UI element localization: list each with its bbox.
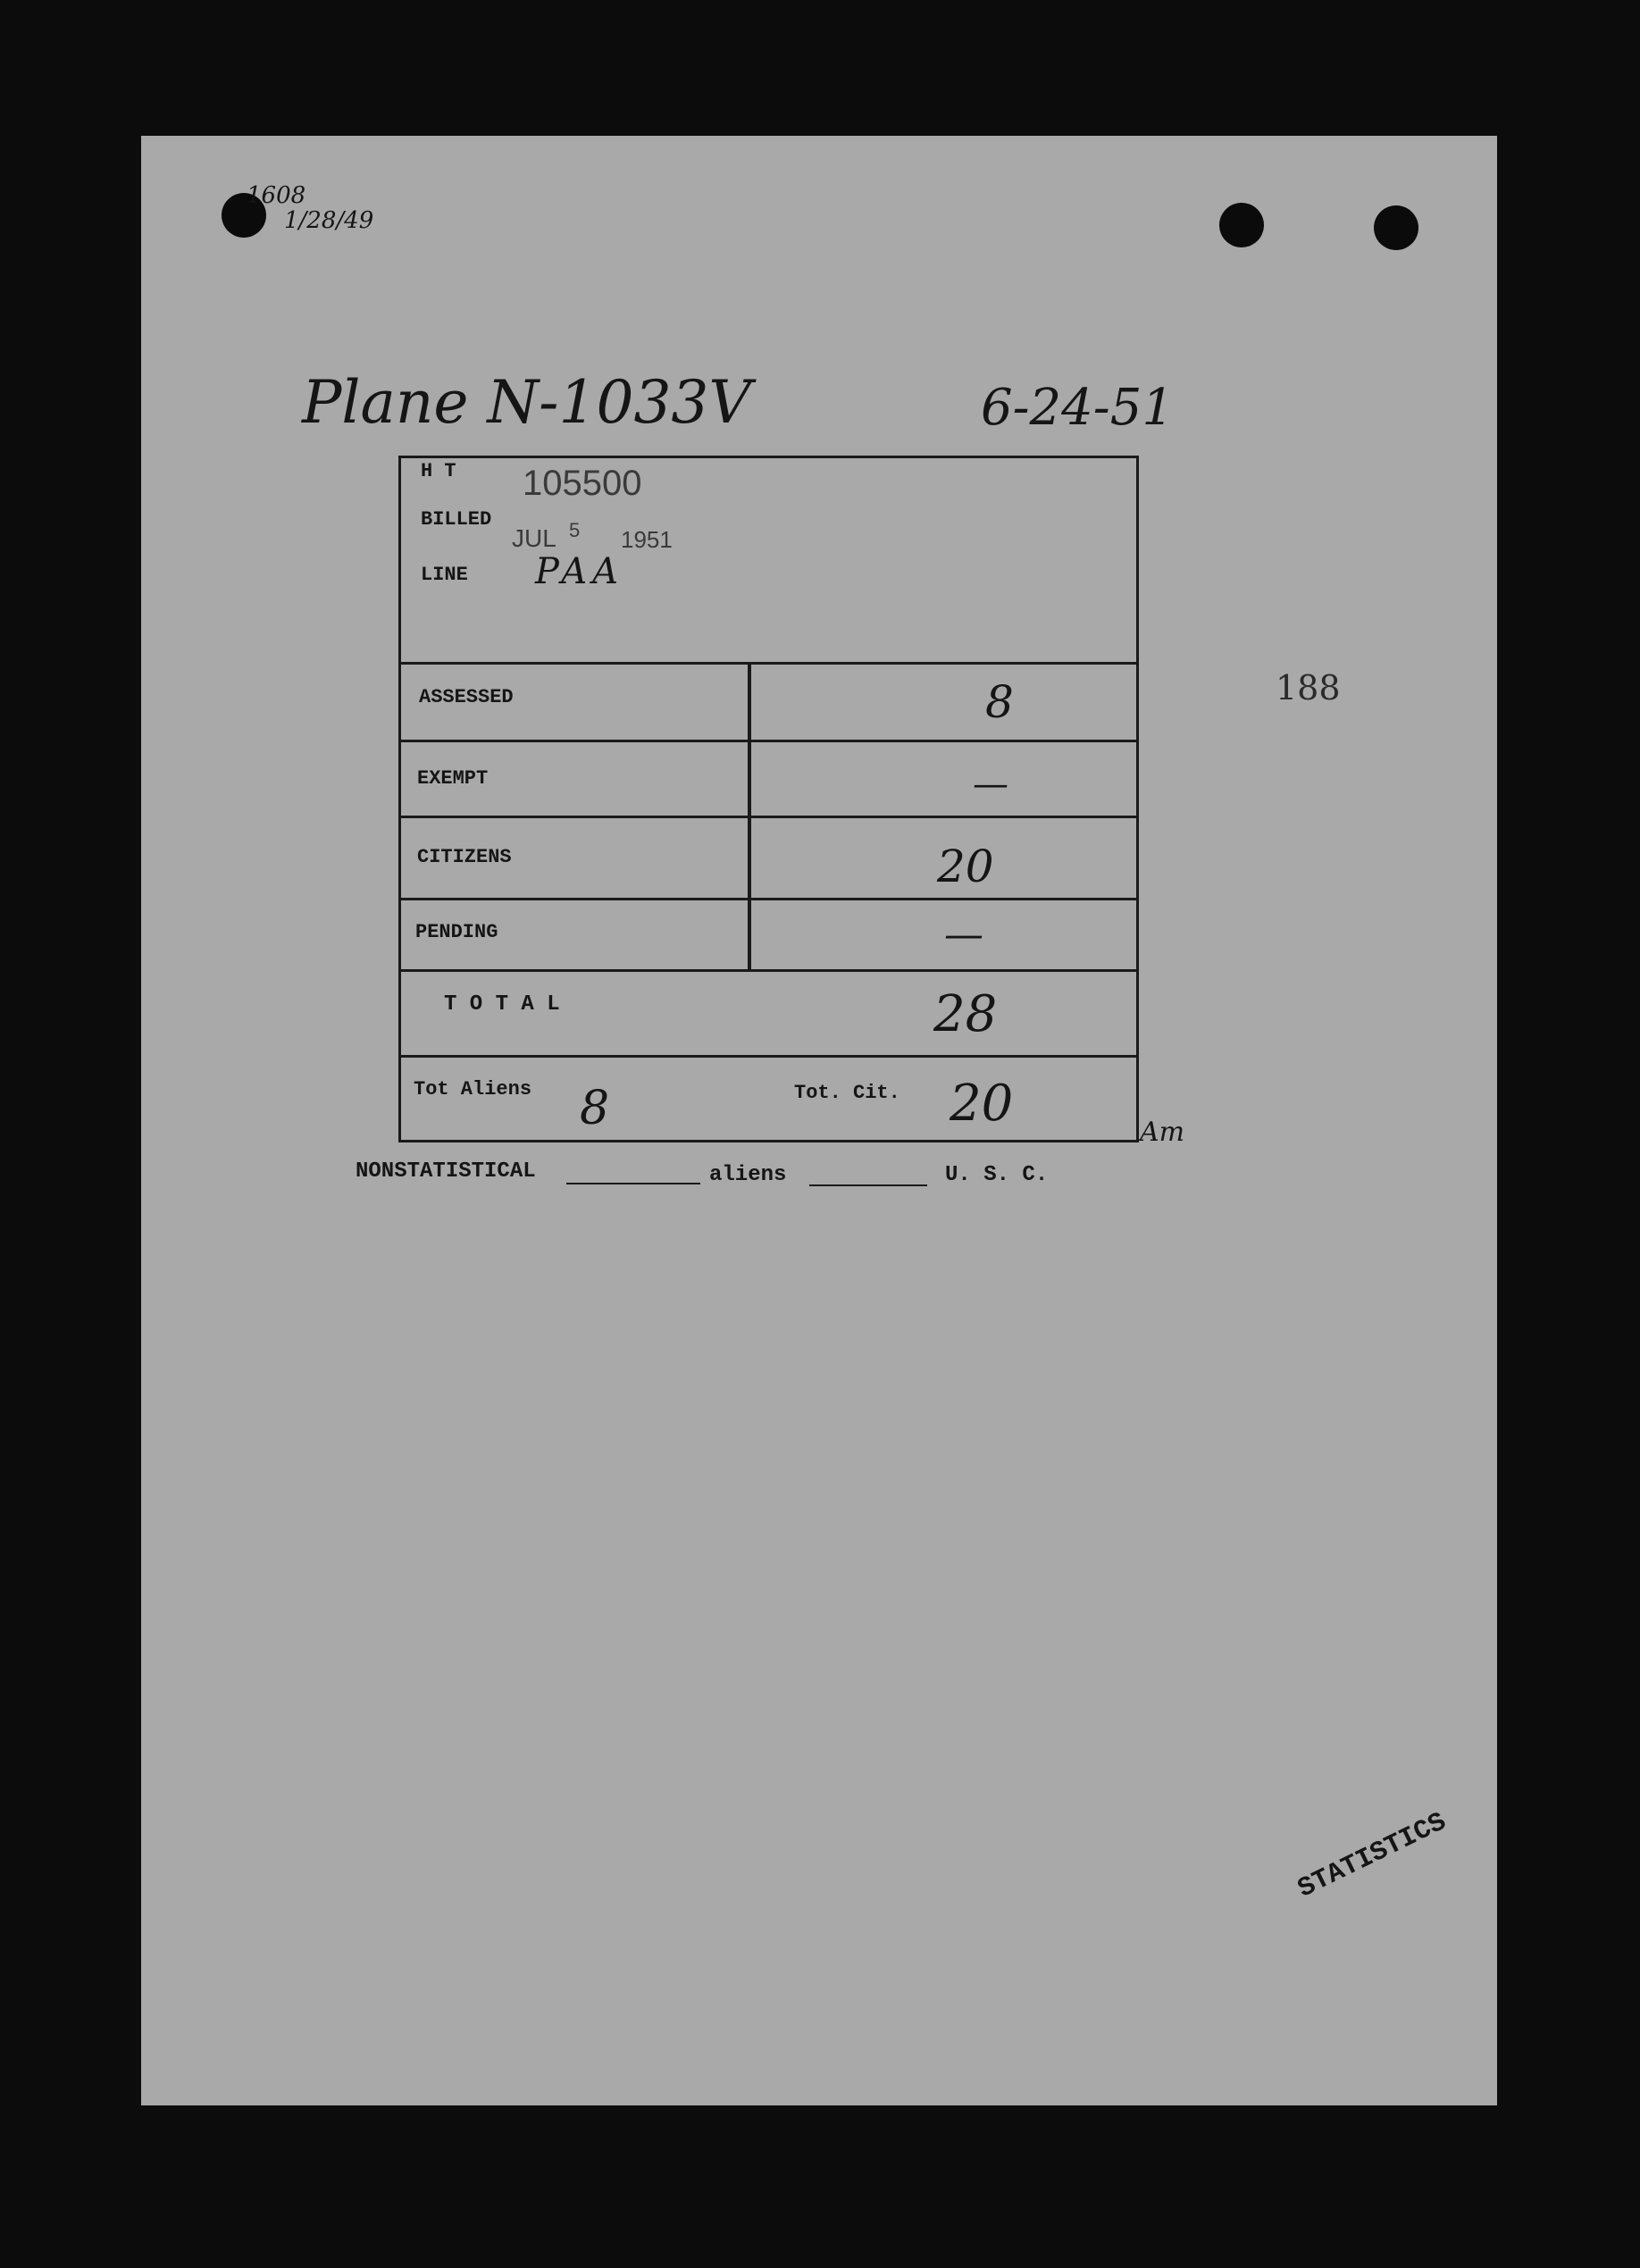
pending-value: — [944,912,983,958]
billed-year: 1951 [621,526,673,553]
billed-day: 5 [569,519,581,541]
rule-4 [401,969,1136,972]
citizens-value: 20 [937,841,994,892]
exempt-label: EXEMPT [417,767,489,790]
tot-aliens-label: Tot Aliens [414,1078,532,1101]
ht-label: H T [421,460,456,482]
total-value: 28 [933,985,998,1043]
total-label: T O T A L [444,992,560,1017]
tot-cit-value: 20 [950,1075,1014,1133]
line-label: LINE [421,564,468,586]
billed-label: BILLED [421,508,492,531]
rule-5 [401,1055,1136,1058]
corner-note-date: 1/28/49 [284,207,374,234]
tally-form [398,456,1139,1142]
initials-handwriting: Am [1140,1117,1185,1148]
rule-2 [401,816,1136,818]
ht-number-stamp: 105500 [523,464,642,503]
date-handwriting: 6-24-51 [981,379,1174,437]
aliens-blank [809,1184,927,1186]
usc-label: U. S. C. [945,1163,1049,1187]
rule-header [401,662,1136,665]
nonstat-blank [566,1183,700,1184]
rule-1 [401,740,1136,742]
assessed-value: 8 [985,676,1014,728]
line-value: PAA [535,551,624,592]
punch-hole-right [1374,205,1418,250]
exempt-value: — [973,764,1008,805]
assessed-label: ASSESSED [419,686,514,708]
citizens-label: CITIZENS [417,846,512,868]
billed-month: JUL [512,524,556,552]
nonstat-aliens-label: aliens [709,1163,787,1187]
punch-hole-middle [1219,203,1264,247]
tot-cit-label: Tot. Cit. [794,1082,900,1104]
tot-aliens-value: 8 [580,1082,610,1135]
pending-label: PENDING [415,921,498,943]
corner-note-number: 1608 [247,182,306,209]
side-number: 188 [1276,668,1341,707]
statistics-stamp: STATISTICS [1293,1807,1452,1905]
nonstat-label: NONSTATISTICAL [356,1159,536,1184]
plane-handwriting: Plane N-1033V [302,368,752,437]
rule-3 [401,898,1136,900]
